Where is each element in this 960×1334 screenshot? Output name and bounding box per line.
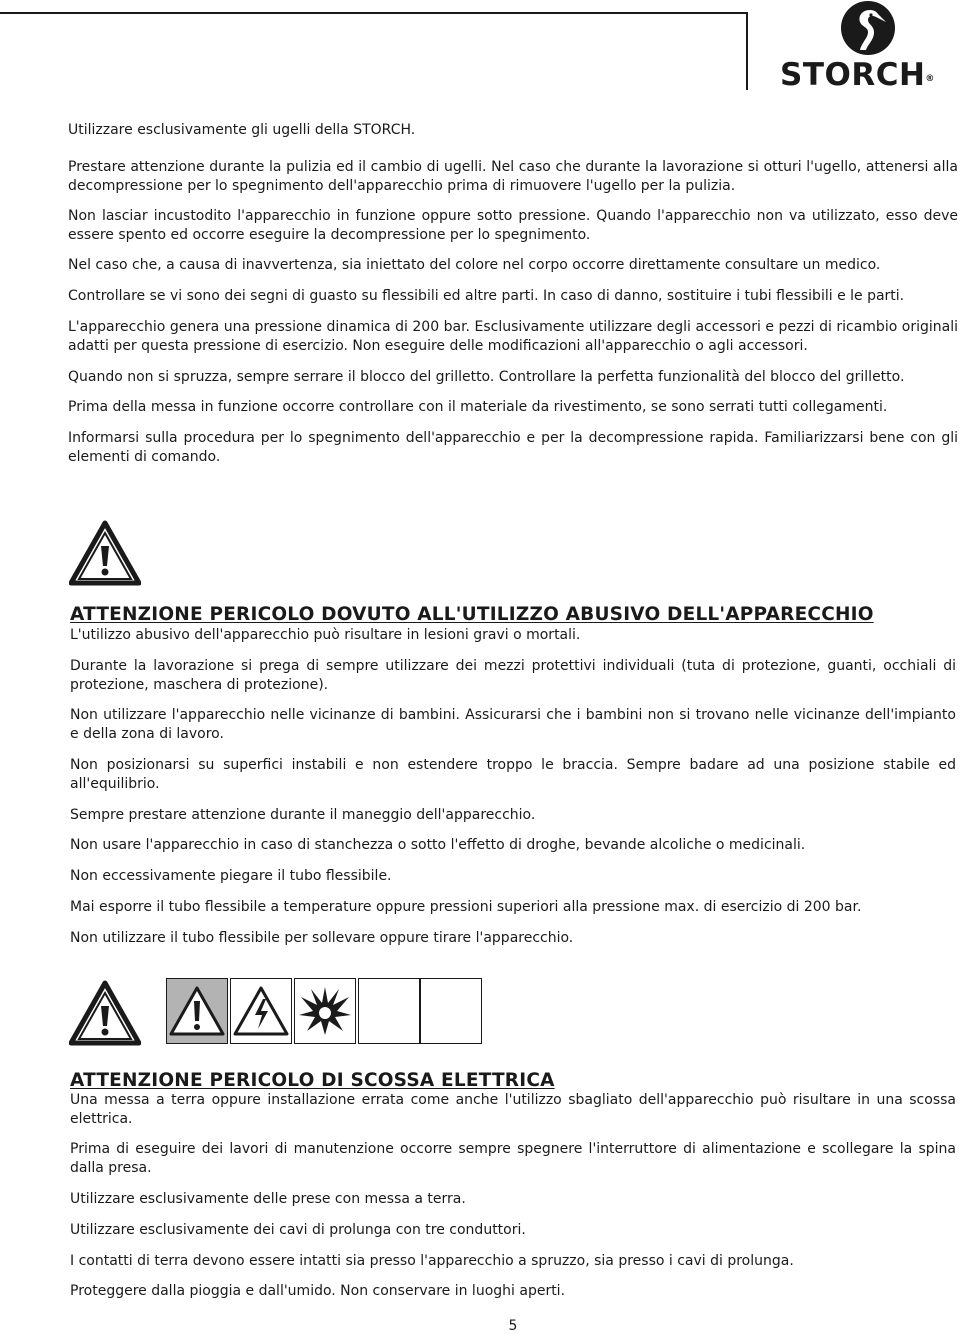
symbol-box-explosion [294,978,356,1044]
symbol-box-empty [358,978,420,1044]
symbol-box-empty [420,978,482,1044]
electric-paragraph: Utilizzare esclusivamente dei cavi di prolunga con tre conduttori. [70,1222,526,1238]
intro-paragraph: Nel caso che, a causa di inavvertenza, sia iniettato del colore nel corpo occorre direttamente consultare un medico. [68,257,881,273]
electric-shock-icon [233,985,289,1037]
electric-paragraph: Proteggere dalla pioggia e dall'umido. Non conservare in luoghi aperti. [70,1283,566,1299]
electric-paragraph: Utilizzare esclusivamente delle prese con messa a terra. [70,1191,466,1207]
misuse-paragraph: Durante la lavorazione si prega di sempre utilizzare dei mezzi protettivi individuali (tuta di protezione, guanti, occhiali di protezione, maschera di protezione). [70,658,956,693]
misuse-paragraph: Non posizionarsi su superfici instabili e non estendere troppo le braccia. Sempre badare ad una posizione stabile ed all'equilibrio. [70,757,956,792]
intro-paragraph: Quando non si spruzza, sempre serrare il blocco del grilletto. Controllare la perfetta funzionalità del blocco del grilletto. [68,369,905,385]
explosion-icon [297,983,353,1039]
page-number: 5 [508,1318,518,1334]
electric-paragraph: Una messa a terra oppure installazione errata come anche l'utilizzo sbagliato dell'apparecchio può risultare in una scossa elettrica. [70,1092,956,1127]
brand-wordmark: STORCH® [780,57,935,93]
storch-logo [780,0,960,92]
exclamation-triangle-icon [169,985,225,1037]
intro-paragraph: L'apparecchio genera una pressione dinamica di 200 bar. Esclusivamente utilizzare degli accessori e pezzi di ricambio originali adatti per questa pressione di esercizio. Non eseguire delle modificazioni all'apparecchio o agli accessori. [68,319,958,354]
misuse-paragraph: Mai esporre il tubo flessibile a temperature oppure pressioni superiori alla pressione max. di esercizio di 200 bar. [70,899,862,915]
intro-paragraph: Utilizzare esclusivamente gli ugelli della STORCH. [68,122,416,138]
intro-paragraph: Controllare se vi sono dei segni di guasto su flessibili ed altre parti. In caso di danno, sostituire i tubi flessibili e le parti. [68,288,905,304]
warning-triangle-icon [69,520,141,586]
section-heading-electric: ATTENZIONE PERICOLO DI SCOSSA ELETTRICA [70,1070,555,1091]
misuse-paragraph: Non usare l'apparecchio in caso di stanchezza o sotto l'effetto di droghe, bevande alcoliche o medicinali. [70,837,806,853]
misuse-paragraph: L'utilizzo abusivo dell'apparecchio può risultare in lesioni gravi o mortali. [70,627,581,643]
intro-paragraph: Prestare attenzione durante la pulizia ed il cambio di ugelli. Nel caso che durante la lavorazione si otturi l'ugello, attenersi alla decompressione per lo spegnimento dell'apparecchio prima di rimuovere l'ugello per la pulizia. [68,159,958,194]
stork-logo-icon [840,0,896,56]
intro-paragraph: Non lasciar incustodito l'apparecchio in funzione oppure sotto pressione. Quando l'apparecchio non va utilizzato, esso deve essere spento ed occorre eseguire la decompressione per lo spegnimento. [68,208,958,243]
intro-paragraph: Prima della messa in funzione occorre controllare con il materiale da rivestimento, se sono serrati tutti collegamenti. [68,399,888,415]
misuse-paragraph: Sempre prestare attenzione durante il maneggio dell'apparecchio. [70,807,536,823]
symbol-box-electric [230,978,292,1044]
intro-paragraph: Informarsi sulla procedura per lo spegnimento dell'apparecchio e per la decompressione rapida. Familiarizzarsi bene con gli elementi di comando. [68,430,958,465]
header-rule [0,12,748,14]
electric-paragraph: Prima di eseguire dei lavori di manutenzione occorre sempre spegnere l'interruttore di alimentazione e scollegare la spina dalla presa. [70,1141,956,1176]
section-heading-misuse: ATTENZIONE PERICOLO DOVUTO ALL'UTILIZZO ABUSIVO DELL'APPARECCHIO [70,604,874,625]
misuse-paragraph: Non utilizzare l'apparecchio nelle vicinanze di bambini. Assicurarsi che i bambini non si trovano nelle vicinanze dell'impianto e della zona di lavoro. [70,707,956,742]
electric-paragraph: I contatti di terra devono essere intatti sia presso l'apparecchio a spruzzo, sia presso i cavi di prolunga. [70,1253,794,1269]
symbol-box-caution [166,978,228,1044]
misuse-paragraph: Non utilizzare il tubo flessibile per sollevare oppure tirare l'apparecchio. [70,930,574,946]
warning-triangle-icon [69,980,141,1046]
header-rule-vertical [746,12,748,90]
misuse-paragraph: Non eccessivamente piegare il tubo flessibile. [70,868,392,884]
